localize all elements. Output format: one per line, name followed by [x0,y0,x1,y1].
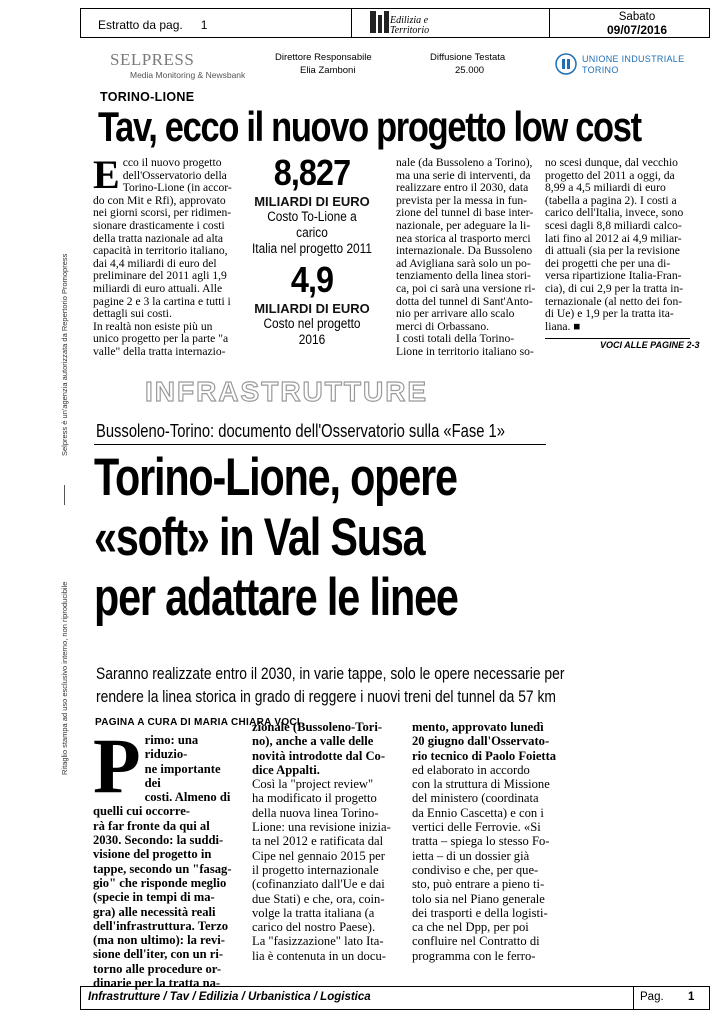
text-line: condiviso e che, per que- [412,862,539,877]
text-line: dell'Osservatorio della [122,168,227,182]
estratto-label [98,18,207,32]
stat-box [242,152,382,348]
article1-col4 [545,157,690,333]
text-line: costi. Almeno di [144,790,231,805]
text-line: mento, approvato lunedì [412,720,544,734]
article2-byline: PAGINA A CURA DI MARIA CHIARA VOCI [95,717,301,728]
unione-industriale-icon [555,53,577,75]
text-line: nazionale, per adeguare la li- [396,218,531,232]
text-line: due Stati) e che, ora, coin- [252,891,385,906]
stat2-unit: MILIARDI DI EURO [254,301,370,316]
text-line: sto, può entrare a pieno ti- [412,877,545,892]
text-line: torno alle procedure or- [93,961,222,976]
text-line: Cipe nel gennaio 2015 per [252,848,385,863]
estratto-page: 1 [200,18,208,32]
text-line: no scesi dunque, dal vecchio [545,156,678,169]
text-line: lia è contenuta in un docu- [252,948,386,963]
publication-logo [368,9,436,35]
text-line: La "fasizzazione" lato Ita- [252,934,384,949]
text-line: ed elaborato in accordo [412,762,530,777]
text-line: dell'infrastruttura. Terzo [93,918,229,933]
text-line: carico dell'Italia, invece, sono [545,206,684,220]
text-line: ietta – di un dossier già [412,848,530,863]
selpress-sub: Media Monitoring & Newsbank [130,70,246,80]
text-line: I costi totali della Torino- [396,332,515,346]
text-line: ternazionale (al netto dei fon- [545,294,683,308]
side-note-agency: Selpress è un'agenzia autorizzata da Repertorio Promopress [60,253,69,456]
headline-line-1: Torino-Lione, opere [94,448,457,507]
text-line: nio per arrivare allo scalo [396,307,515,321]
client-line2: TORINO [582,65,619,75]
text-line: zione del tunnel di base inter- [396,206,534,220]
headline-line-2: «soft» in Val Susa [94,508,425,567]
article2-headline [94,448,458,628]
text-line: con la struttura di Missione [412,777,550,792]
stat2-caption: Costo nel progetto 2016 [263,316,361,347]
article2-col1 [93,722,238,991]
section-label: INFRASTRUTTURE [145,376,429,407]
text-line: dotta del tunnel di Sant'Anto- [396,294,533,308]
text-line: miliardi di euro attuali. Alle [93,281,223,295]
text-line: ma una serie di interventi, da [396,168,531,182]
article1-dropcap: E [93,152,120,197]
text-line: rio tecnico di Paolo Foietta [412,748,557,763]
text-line: cia), di cui 2,9 per la tratta in- [545,281,684,295]
text-line: Così la "project review" [252,777,374,792]
day-label: Sabato [618,11,656,23]
text-line: ta nel 2012 e ratificata dal [252,834,384,849]
text-line: zionale (Bussoleno-Tori- [252,720,383,734]
client-name [582,54,684,76]
side-divider [64,485,65,505]
text-line: tenziamento della linea stori- [396,269,531,283]
footer-categories: Infrastrutture / Tav / Edilizia / Urbanistica / Logistica [88,991,371,1003]
subhead-line-2: rendere la linea storica in grado di reggere i nuovi treni del tunnel da 57 km [96,688,556,706]
text-line: dettagli sui costi. [93,307,172,321]
text-line: preliminare del 2011 agli 1,9 [93,269,227,283]
text-line: vertici delle Ferrovie. «Si [412,820,541,835]
text-line: visione del progetto in [93,847,212,862]
text-line: gio" che risponde meglio [93,875,227,890]
date-block [592,11,682,37]
text-line: Lione in territorio italiano so- [396,344,534,358]
text-line: ca, poi ci sarà una versione ri- [396,281,536,295]
director-label: Direttore Responsabile [275,52,372,63]
stat1-caption-1: Costo To-Lione a carico [267,209,357,240]
text-line: dinarie per la tratta na- [93,976,221,991]
article2-dropcap: P [93,722,141,809]
text-line: dei progetti che per una di- [545,256,671,270]
text-line: rà far fronte da qui al [93,818,210,833]
text-line: Torino-Lione (in accor- [122,181,232,195]
text-line: unico progetto per la parte "a [93,332,229,346]
selpress-logo [110,50,245,80]
text-line: programma con le ferro- [412,948,536,963]
text-line: della nuova linea Torino- [252,805,379,820]
text-line: ha modificato il progetto [252,791,377,806]
article2-col3 [412,720,562,963]
text-line: valle" della tratta internazio- [93,344,226,358]
date-label: 09/07/2016 [606,23,668,37]
text-line: della tratta nazionale ad alta [93,231,224,245]
client-line1: UNIONE INDUSTRIALE [582,54,685,64]
footer-page-label: Pag. [640,991,664,1003]
text-line: rimo: una riduzio- [144,733,199,762]
diffusion-label: Diffusione Testata [430,52,506,63]
stat2-value: 4,9 [290,259,334,300]
text-line: volge la tratta italiana (a [252,905,375,920]
see-also-rule [545,338,690,339]
selpress-name: SELPRESS [110,50,195,69]
subhead-line-1: Saranno realizzate entro il 2030, in varie tappe, solo le opere necessarie per [96,665,565,683]
text-line: no), anche a valle delle [252,734,374,749]
article2-col2 [252,720,397,963]
article1-col3 [396,157,536,359]
text-line: (tabella a pagina 2). I costi a [545,193,677,207]
text-line: 20 giugno dall'Osservato- [412,734,550,749]
text-line: (specie in tempi di ma- [93,890,215,905]
footer-page-number: 1 [688,991,695,1003]
text-line: In realtà non esiste più un [93,319,213,333]
text-line: prevista per la messa in fun- [396,193,528,207]
text-line: di attuali (sia per la revisione [545,244,680,258]
estratto-text: Estratto da pag. [98,18,183,32]
deck-rule [94,444,546,445]
text-line: il progetto internazionale [252,862,379,877]
text-line: quelli cui occorre- [93,804,190,819]
svg-text:Edilizia e: Edilizia e [390,15,429,26]
text-line: nale (da Bussoleno a Torino), [396,156,533,169]
text-line: carico del nostro Paese). [252,920,376,935]
see-also-link[interactable]: VOCI ALLE PAGINE 2-3 [600,340,700,350]
text-line: 8,99 a 4,5 miliardi di euro [545,181,666,195]
text-line: tratta – spiega lo stesso Fo- [412,834,550,849]
text-line: da Ennio Cascetta) e con i [412,805,544,820]
text-line: dai 4,4 miliardi di euro del [93,256,217,270]
text-line: 2030. Secondo: la suddi- [93,833,224,848]
director-name: Elia Zamboni [300,65,356,76]
article1-kicker: TORINO-LIONE [100,90,195,104]
text-line: cco il nuovo progetto [122,156,222,169]
article2-deck: Bussoleno-Torino: documento dell'Osservatorio sulla «Fase 1» [96,421,505,441]
text-line: sionare drasticamente i costi [93,218,225,232]
text-line: progetto del 2011 a oggi, da [545,168,675,182]
text-line: Lione: una revisione inizia- [252,820,391,835]
text-line: di Ue) e 1,9 per la tratta ita- [545,307,674,321]
article1-headline: Tav, ecco il nuovo progetto low cost [98,103,641,150]
text-line: nei giorni scorsi, per ridimen- [93,206,232,220]
text-line: do con Mit e Rfi), approvato [93,193,226,207]
text-line: dice Appalti. [252,762,320,777]
text-line: del ministero (coordinata [412,791,539,806]
text-line: lati fino al 2012 ai 4,9 miliar- [545,231,682,245]
article1-col1 [93,152,233,359]
article2-subhead [96,663,564,709]
text-line: gra) alle necessità reali [93,904,216,919]
diffusion-value: 25.000 [455,65,485,76]
text-line: tappe, secondo un "fasag- [93,861,232,876]
text-line: dei trasporti e della logisti- [412,905,548,920]
svg-text:Territorio: Territorio [390,25,430,35]
text-line: pagine 2 e 3 la cartina e tutti i [93,294,231,308]
text-line: versa ripartizione Italia-Fran- [545,269,682,283]
text-line: (ma non ultimo): la revi- [93,933,225,948]
text-line: internazionale. Da Bussoleno [396,244,533,258]
text-line: ca che nel Dpp, per poi [412,920,529,935]
stat1-caption-2: Italia nel progetto 2011 [251,241,372,256]
text-line: merci di Orbassano. [396,319,490,333]
text-line: ad Avigliana sarà solo un po- [396,256,531,270]
headline-line-3: per adattare le linee [94,568,458,627]
text-line: novità introdotte dal Co- [252,748,386,763]
text-line: capacità in territorio italiano, [93,244,228,258]
text-line: scesi dagli 8,8 miliardi calco- [545,218,682,232]
text-line: realizzare entro il 2030, data [396,181,529,195]
text-line: nea storica al trasporto merci [396,231,531,245]
stat1-value: 8,827 [273,152,351,193]
text-line: confluire nel Contratto di [412,934,540,949]
text-line: liana. ■ [545,319,581,333]
stat1-unit: MILIARDI DI EURO [254,194,370,209]
text-line: (cofinanziato dall'Ue e dai [252,877,385,892]
text-line: sione dell'iter, con un ri- [93,947,224,962]
text-line: tolo sia nel Piano generale [412,891,545,906]
text-line: ne importante dei [144,761,221,790]
side-note-rights: Ritaglio stampa ad uso esclusivo interno, non riproducibile [60,581,69,775]
